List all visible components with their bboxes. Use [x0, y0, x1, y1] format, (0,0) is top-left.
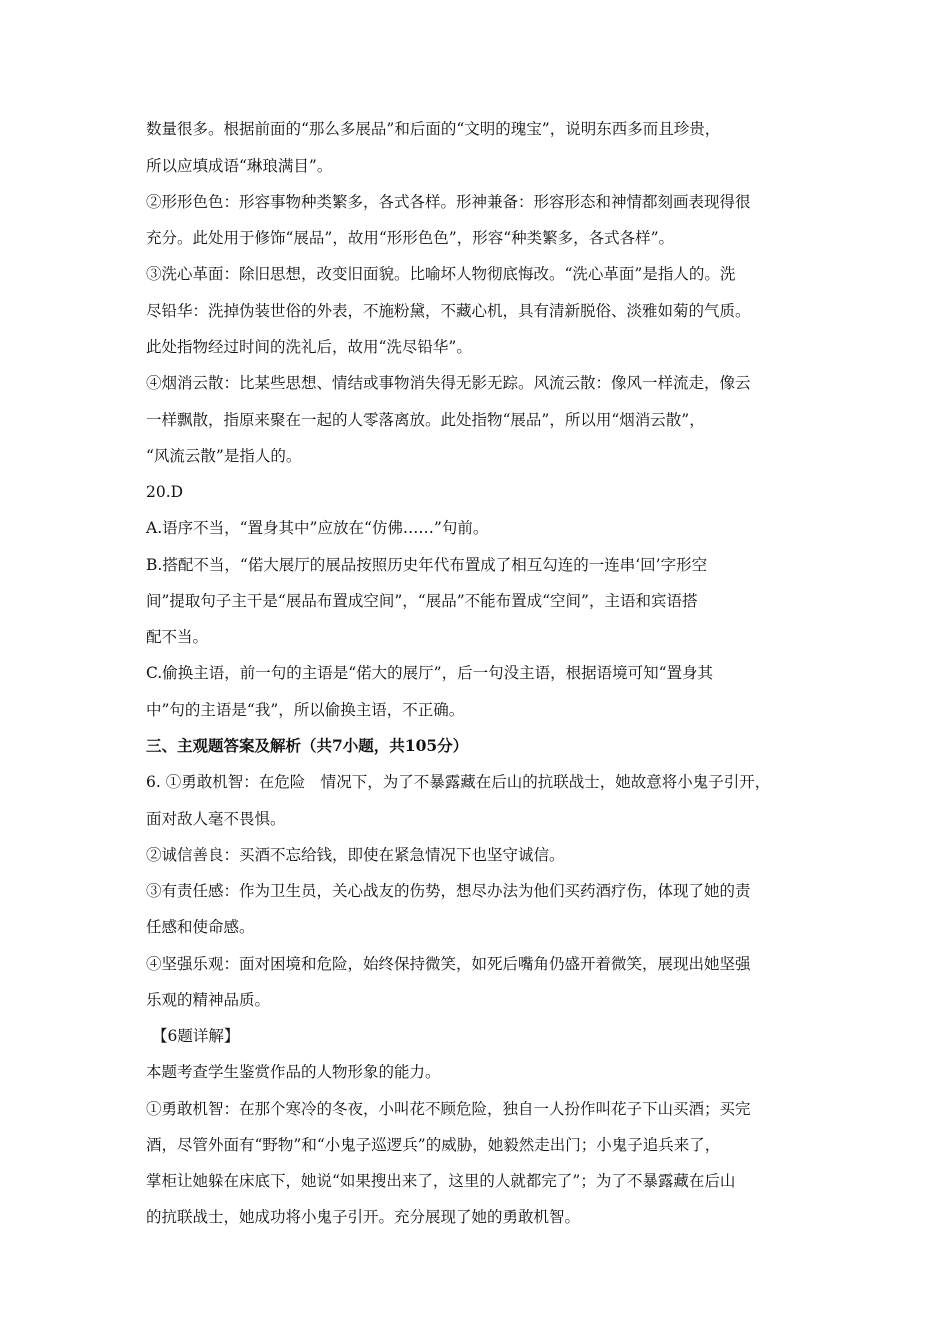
text-line: 乐观的精神品质。 [146, 991, 271, 1009]
text-line: ②诚信善良：买酒不忘给钱，即使在紧急情况下也坚守诚信。 [146, 846, 565, 864]
text-line: 所以应填成语“琳琅满目”。 [146, 157, 333, 175]
text-line: 酒，尽管外面有“野物”和“小鬼子巡逻兵”的威胁，她毅然走出门；小鬼子追兵来了， [146, 1136, 721, 1154]
text-line: 任感和使命感。 [146, 918, 255, 936]
text-line: 一样飘散，指原来聚在一起的人零落离放。此处指物“展品”，所以用“烟消云散”， [146, 411, 705, 429]
text-line: B.搭配不当，“偌大展厅的展品按照历史年代布置成了相互勾连的一连串‘回’字形空 [146, 556, 708, 574]
text-line: A.语序不当，“置身其中”应放在“仿佛……”句前。 [146, 519, 489, 537]
text-line: ④坚强乐观：面对困境和危险，始终保持微笑，如死后嘴角仍盛开着微笑，展现出她坚强 [146, 955, 751, 973]
text-line: 6. ①勇敢机智：在危险 情况下，为了不暴露藏在后山的抗联战士，她故意将小鬼子引开， [146, 773, 771, 791]
text-line: 间”提取句子主干是“展品布置成空间”，“展品”不能布置成“空间”，主语和宾语搭 [146, 592, 698, 610]
text-line: ①勇敢机智：在那个寒冷的冬夜，小叫花不顾危险，独自一人扮作叫花子下山买酒；买完 [146, 1100, 751, 1118]
answer-number: 20.D [146, 483, 184, 501]
text-line: 数量很多。根据前面的“那么多展品”和后面的“文明的瑰宝”，说明东西多而且珍贵， [146, 120, 721, 138]
text-line: 掌柜让她躲在床底下，她说“如果搜出来了，这里的人就都完了”；为了不暴露藏在后山 [146, 1172, 736, 1190]
text-line: ②形形色色：形容事物种类繁多，各式各样。形神兼备：形容形态和神情都刻画表现得很 [146, 193, 751, 211]
text-line: “风流云散”是指人的。 [146, 447, 302, 465]
text-line: 尽铅华：洗掉伪装世俗的外表，不施粉黛，不藏心机，具有清新脱俗、淡雅如菊的气质。 [146, 302, 751, 320]
text-line: 充分。此处用于修饰“展品”，故用“形形色色”，形容“种类繁多，各式各样”。 [146, 229, 675, 247]
text-line: 此处指物经过时间的洗礼后，故用“洗尽铅华”。 [146, 338, 472, 356]
text-line: 配不当。 [146, 628, 209, 646]
detail-heading: 【6题详解】 [152, 1027, 240, 1045]
section-heading: 三、主观题答案及解析（共7小题，共105分） [146, 736, 469, 755]
text-line: ④烟消云散：比某些思想、情结或事物消失得无影无踪。风流云散：像风一样流走，像云 [146, 374, 751, 392]
text-line: 的抗联战士，她成功将小鬼子引开。充分展现了她的勇敢机智。 [146, 1208, 581, 1226]
text-line: ③洗心革面：除旧思想，改变旧面貌。比喻坏人物彻底悔改。“洗心革面”是指人的。洗 [146, 265, 736, 283]
text-line: C.偷换主语，前一句的主语是“偌大的展厅”，后一句没主语，根据语境可知“置身其 [146, 664, 714, 682]
text-line: 中”句的主语是“我”，所以偷换主语，不正确。 [146, 701, 465, 719]
text-line: 本题考查学生鉴赏作品的人物形象的能力。 [146, 1063, 441, 1081]
text-line: ③有责任感：作为卫生员，关心战友的伤势，想尽办法为他们买药酒疗伤，体现了她的责 [146, 882, 751, 900]
text-line: 面对敌人毫不畏惧。 [146, 810, 286, 828]
